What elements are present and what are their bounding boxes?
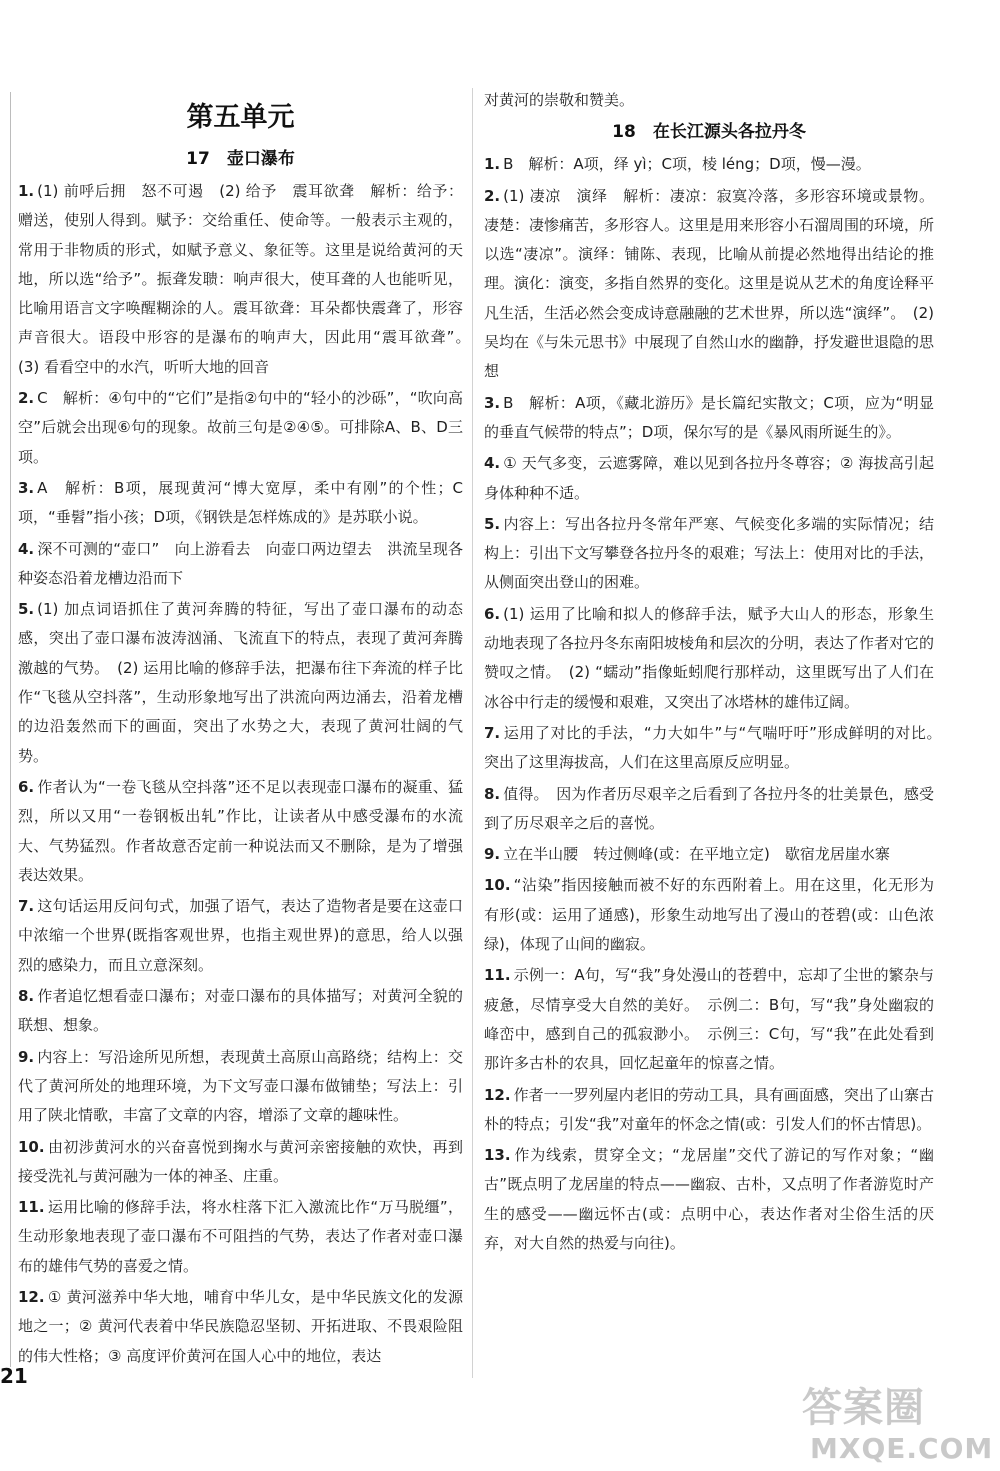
answer-text: 示例一：A句，写“我”身处漫山的苍碧中，忘却了尘世的繁杂与疲惫，尽情享受大自然的美好。 示例二：B句，写“我”身处幽寂的峰峦中，感到自己的孤寂渺小。 示例三：C句，写“我”在此处看到那许多古朴的农具，回忆起童年的惊喜之情。: [484, 966, 934, 1073]
answer-item: [18, 773, 463, 890]
answer-text: 运用了对比的手法，“力大如牛”与“气喘吁吁”形成鲜明的对比。 突出了这里海拔高，人们在这里高原反应明显。: [484, 723, 950, 772]
answer-item: [484, 1141, 934, 1258]
answer-item: [484, 182, 934, 387]
answer-item: [484, 1081, 934, 1140]
answer-text: (1) 加点词语抓住了黄河奔腾的特征，写出了壶口瀑布的动态感，突出了壶口瀑布波涛汹涌、飞流直下的特点，表现了黄河奔腾激越的气势。 (2) 运用比喻的修辞手法，把瀑布往下奔流的样子比作“飞毯从空抖落”，生动形象地写出了洪流向两边涌去，沿着龙槽的边沿轰然而下的画面，突出了水势之大，表现了黄河壮阔的气势。: [18, 600, 463, 765]
column-divider: [472, 88, 473, 1378]
answer-item: [484, 871, 934, 959]
answer-number: 12.: [484, 1085, 511, 1104]
answer-text: 作者认为“一卷飞毯从空抖落”还不足以表现壶口瀑布的凝重、猛烈，所以又用“一卷钢板出轧”作比，让读者从中感受瀑布的水流大、气势猛烈。作者故意否定前一种说法而又不删除，是为了增强表达效果。: [18, 777, 463, 884]
section-title-17: 17 壶口瀑布: [186, 149, 295, 169]
answer-text: 这句话运用反问句式，加强了语气，表达了造物者是要在这壶口中浓缩一个世界(既指客观世界，也指主观世界)的意思，给人以强烈的感染力，而且立意深刻。: [18, 897, 463, 974]
answer-item: [18, 535, 463, 594]
answer-item: [484, 600, 934, 717]
answer-number: 11.: [18, 1198, 45, 1217]
answer-number: 3.: [484, 393, 501, 412]
answer-number: 5.: [484, 514, 501, 533]
answer-item: [484, 780, 934, 839]
unit-title: 第五单元: [186, 102, 295, 133]
answer-item: [18, 1283, 463, 1371]
right-answer-list: [484, 150, 950, 1258]
answer-item: [484, 150, 934, 179]
continuation-text: 对黄河的崇敬和赞美。: [484, 91, 635, 109]
answer-number: 1.: [484, 155, 501, 174]
answer-item: [18, 982, 463, 1041]
answer-item: [484, 389, 934, 448]
answer-number: 4.: [484, 454, 501, 473]
page-edge-line: [10, 92, 11, 1367]
page-number: 21: [0, 1364, 28, 1388]
answer-number: 12.: [18, 1287, 45, 1306]
answer-text: (1) 凄凉 演绎 解析：凄凉：寂寞冷落，多形容环境或景物。凄楚：凄惨痛苦，多形容人。这里是用来形容小石溜周围的环境，所以选“凄凉”。演绎：铺陈、表现，比喻从前提必然地得出结论的推理。演化：演变，多指自然界的变化。这里是说从艺术的角度诠释平凡生活，生活必然会变成诗意融融的艺术世界，所以选“演绎”。 (2) 吴均在《与朱元思书》中展现了自然山水的幽静，抒发避世退隐的思想: [484, 186, 935, 381]
answer-item: [18, 1133, 463, 1192]
answer-item: [18, 384, 463, 472]
answer-text: B 解析：A项，《藏北游历》是长篇纪实散文；C项，应为“明显的垂直气候带的特点”；D项，保尔写的是《暴风雨所诞生的》。: [484, 393, 934, 441]
answer-item: [484, 719, 950, 778]
answer-text: 作者一一罗列屋内老旧的劳动工具，具有画面感，突出了山寨古朴的特点；引发“我”对童年的怀念之情(或：引发人们的怀古情思)。: [484, 1085, 934, 1133]
watermark-url: MXQE.COM: [810, 1432, 994, 1465]
answer-text: 作者追忆想看壶口瀑布；对壶口瀑布的具体描写；对黄河全貌的联想、想象。: [18, 987, 463, 1035]
answer-text: 作为线索，贯穿全文；“龙居崖”交代了游记的写作对象；“幽古”既点明了龙居崖的特点——幽寂、古朴，又点明了作者游览时产生的感受——幽远怀古(或：点明中心，表达作者对尘俗生活的厌弃，对大自然的热爱与向往)。: [484, 1146, 934, 1252]
answer-text: 内容上：写沿途所见所想，表现黄土高原山高路绕；结构上：交代了黄河所处的地理环境，为下文写壶口瀑布做铺垫；写法上：引用了陕北情歌，丰富了文章的内容，增添了文章的趣味性。: [18, 1047, 463, 1125]
left-answer-list: [18, 177, 479, 1371]
answer-item: [484, 840, 934, 869]
answer-item: [18, 177, 479, 382]
answer-number: 6.: [18, 777, 35, 796]
answer-text: A 解析：B项，展现黄河“博大宽厚，柔中有刚”的个性；C项，“垂髫”指小孩；D项，《钢铁是怎样炼成的》是苏联小说。: [18, 478, 463, 527]
answer-number: 10.: [484, 876, 511, 895]
answer-text: 由初涉黄河水的兴奋喜悦到掬水与黄河亲密接触的欢快，再到接受洗礼与黄河融为一体的神圣、庄重。: [18, 1137, 463, 1185]
answer-text: ① 黄河滋养中华大地，哺育中华儿女，是中华民族文化的发源地之一；② 黄河代表着中华民族隐忍坚韧、开拓进取、不畏艰险阻的伟大性格；③ 高度评价黄河在国人心中的地位，表达: [18, 1287, 463, 1365]
answer-number: 13.: [484, 1146, 511, 1165]
answer-number: 9.: [18, 1047, 35, 1066]
answer-text: C 解析：④句中的“它们”是指②句中的“轻小的沙砾”，“吹向高空”后就会出现⑥句的现象。故前三句是②④⑤。可排除A、B、D三项。: [18, 389, 463, 466]
section-title-18: 18 在长江源头各拉丹冬: [612, 122, 806, 143]
answer-text: (1) 前呼后拥 怒不可遏 (2) 给予 震耳欲聋 解析：给予：赠送，使别人得到。赋予：交给重任、使命等。一般表示主观的，常用于非物质的形式，如赋予意义、象征等。这里是说给黄河的天地，所以选“给予”。振聋发聩：响声很大，使耳聋的人也能听见，比喻用语言文字唤醒糊涂的人。震耳欲聋：耳朵都快震聋了，形容声音很大。语段中形容的是瀑布的响声大，因此用“震耳欲聋”。 (3) 看看空中的水汽，听听大地的回音: [18, 182, 479, 376]
answer-text: 值得。 因为作者历尽艰辛之后看到了各拉丹冬的壮美景色，感受到了历尽艰辛之后的喜悦。: [484, 784, 934, 832]
answer-number: 2.: [484, 186, 501, 205]
answer-number: 8.: [18, 987, 35, 1006]
left-column: [18, 86, 479, 1373]
answer-text: (1) 运用了比喻和拟人的修辞手法，赋予大山人的形态，形象生动地表现了各拉丹冬东南阳坡棱角和层次的分明，表达了作者对它的赞叹之情。 (2) “蠕动”指像蚯蚓爬行那样动，这里既写出了人们在冰谷中行走的缓慢和艰难，又突出了冰塔林的雄伟辽阔。: [484, 604, 935, 711]
answer-number: 10.: [18, 1137, 45, 1156]
answer-text: 深不可测的“壶口” 向上游看去 向壶口两边望去 洪流呈现各种姿态沿着龙槽边沿而下: [18, 539, 463, 587]
answer-number: 3.: [18, 478, 35, 497]
answer-item: [18, 892, 463, 980]
answer-item: [484, 510, 934, 598]
answer-item: [18, 595, 463, 771]
answer-item: [18, 474, 463, 533]
answer-number: 5.: [18, 600, 35, 619]
answer-item: [18, 1043, 463, 1131]
right-column: [484, 86, 950, 1260]
answer-number: 7.: [18, 897, 35, 916]
answer-text: 立在半山腰 转过侧峰(或：在平地立定) 歇宿龙居崖水寨: [503, 845, 890, 864]
answer-item: [18, 1193, 463, 1281]
answer-text: “沾染”指因接触而被不好的东西附着上。用在这里，化无形为有形(或：运用了通感)，形象生动地写出了漫山的苍碧(或：山色浓绿)，体现了山间的幽寂。: [484, 876, 934, 954]
answer-number: 2.: [18, 389, 35, 408]
answer-number: 6.: [484, 604, 501, 623]
answer-number: 4.: [18, 539, 35, 558]
watermark-logo: 答案圈: [802, 1385, 925, 1431]
answer-number: 7.: [484, 723, 501, 742]
answer-number: 9.: [484, 845, 501, 864]
answer-number: 1.: [18, 182, 35, 200]
answer-text: B 解析：A项，绎 yì；C项，棱 léng；D项，慢—漫。: [503, 155, 871, 174]
answer-text: ① 天气多变，云遮雾障，难以见到各拉丹冬尊容；② 海拔高引起身体种种不适。: [484, 454, 934, 502]
answer-item: [484, 961, 934, 1078]
answer-text: 运用比喻的修辞手法，将水柱落下汇入激流比作“万马脱缰”，生动形象地表现了壶口瀑布不可阻挡的气势，表达了作者对壶口瀑布的雄伟气势的喜爱之情。: [18, 1198, 463, 1275]
answer-text: 内容上：写出各拉丹冬常年严寒、气候变化多端的实际情况；结构上：引出下文写攀登各拉丹冬的艰难；写法上：使用对比的手法，从侧面突出登山的困难。: [484, 514, 935, 592]
answer-number: 11.: [484, 966, 511, 985]
answer-number: 8.: [484, 784, 501, 803]
answer-item: [484, 449, 934, 508]
